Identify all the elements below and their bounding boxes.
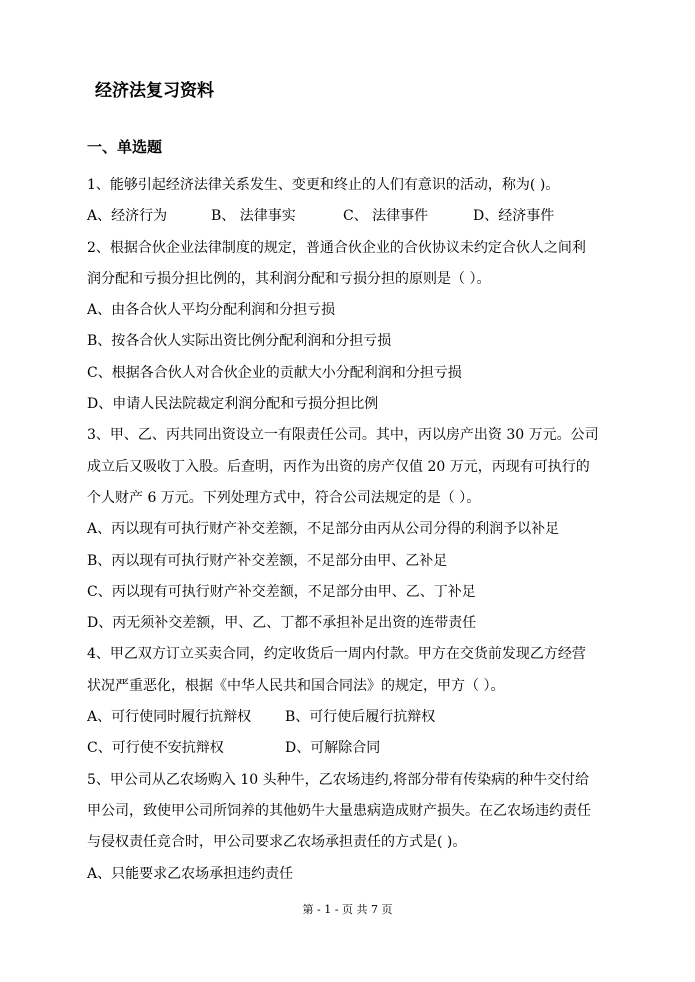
question-4-stem-line-1: 4、甲乙双方订立买卖合同，约定收货后一周内付款。甲方在交货前发现乙方经营 — [87, 646, 586, 663]
question-3-stem-line-1: 3、甲、乙、丙共同出资设立一有限责任公司。其中，丙以房产出资 30 万元。公司 — [87, 427, 599, 444]
page-footer: 第 - 1 - 页 共 7 页 — [302, 903, 393, 916]
option-b: B、可行使后履行抗辩权 — [285, 709, 436, 726]
question-3-stem-line-2: 成立后又吸收丁入股。后查明，丙作为出资的房产仅值 20 万元，丙现有可执行的 — [87, 458, 590, 475]
question-2-option-b: B、按各合伙人实际出资比例分配利润和分担亏损 — [87, 333, 392, 350]
question-3-stem-line-3: 个人财产 6 万元。下列处理方式中，符合公司法规定的是（ ）。 — [87, 489, 481, 506]
question-3-option-b: B、丙以现有可执行财产补交差额，不足部分由甲、乙补足 — [87, 552, 448, 569]
section-heading: 一、单选题 — [87, 138, 163, 156]
question-2-option-d: D、申请人民法院裁定利润分配和亏损分担比例 — [87, 396, 379, 413]
question-3-option-c: C、丙以现有可执行财产补交差额，不足部分由甲、乙、丁补足 — [87, 583, 476, 600]
option-d: D、经济事件 — [473, 208, 555, 225]
question-5-stem-line-1: 5、甲公司从乙农场购入 10 头种牛，乙农场违约,将部分带有传染病的种牛交付给 — [87, 771, 590, 788]
question-1-options — [87, 201, 667, 232]
option-c: C、可行使不安抗辩权 — [87, 740, 224, 757]
question-1-stem: 1、能够引起经济法律关系发生、变更和终止的人们有意识的活动，称为( )。 — [87, 177, 560, 193]
document-title: 经济法复习资料 — [95, 81, 214, 101]
option-d: D、可解除合同 — [285, 740, 381, 757]
question-3-option-a: A、丙以现有可执行财产补交差额，不足部分由丙从公司分得的利润予以补足 — [87, 521, 560, 538]
question-2-option-a: A、由各合伙人平均分配利润和分担亏损 — [87, 302, 336, 319]
option-b: B、 法律事实 — [211, 208, 296, 225]
option-a: A、经济行为 — [87, 208, 168, 225]
question-5-option-a: A、只能要求乙农场承担违约责任 — [87, 865, 294, 882]
question-2-stem-line-1: 2、根据合伙企业法律制度的规定，普通合伙企业的合伙协议未约定合伙人之间利 — [87, 239, 586, 256]
option-a: A、可行使同时履行抗辩权 — [87, 709, 252, 726]
question-3-option-d: D、丙无须补交差额，甲、乙、丁都不承担补足出资的连带责任 — [87, 615, 477, 632]
question-5-stem-line-2: 甲公司，致使甲公司所饲养的其他奶牛大量患病造成财产损失。在乙农场违约责任 — [87, 802, 591, 819]
question-4-stem-line-2: 状况严重恶化，根据《中华人民共和国合同法》的规定，甲方（ ）。 — [87, 677, 505, 694]
option-c: C、 法律事件 — [343, 208, 429, 225]
question-5-stem-line-3: 与侵权责任竞合时，甲公司要求乙农场承担责任的方式是( )。 — [87, 834, 467, 851]
question-4-options-ab — [87, 702, 667, 733]
question-2-stem-line-2: 润分配和亏损分担比例的，其利润分配和亏损分担的原则是（ ）。 — [87, 270, 491, 287]
question-body — [87, 170, 667, 890]
question-4-options-cd — [87, 733, 667, 764]
question-2-option-c: C、根据各合伙人对合伙企业的贡献大小分配利润和分担亏损 — [87, 364, 462, 381]
